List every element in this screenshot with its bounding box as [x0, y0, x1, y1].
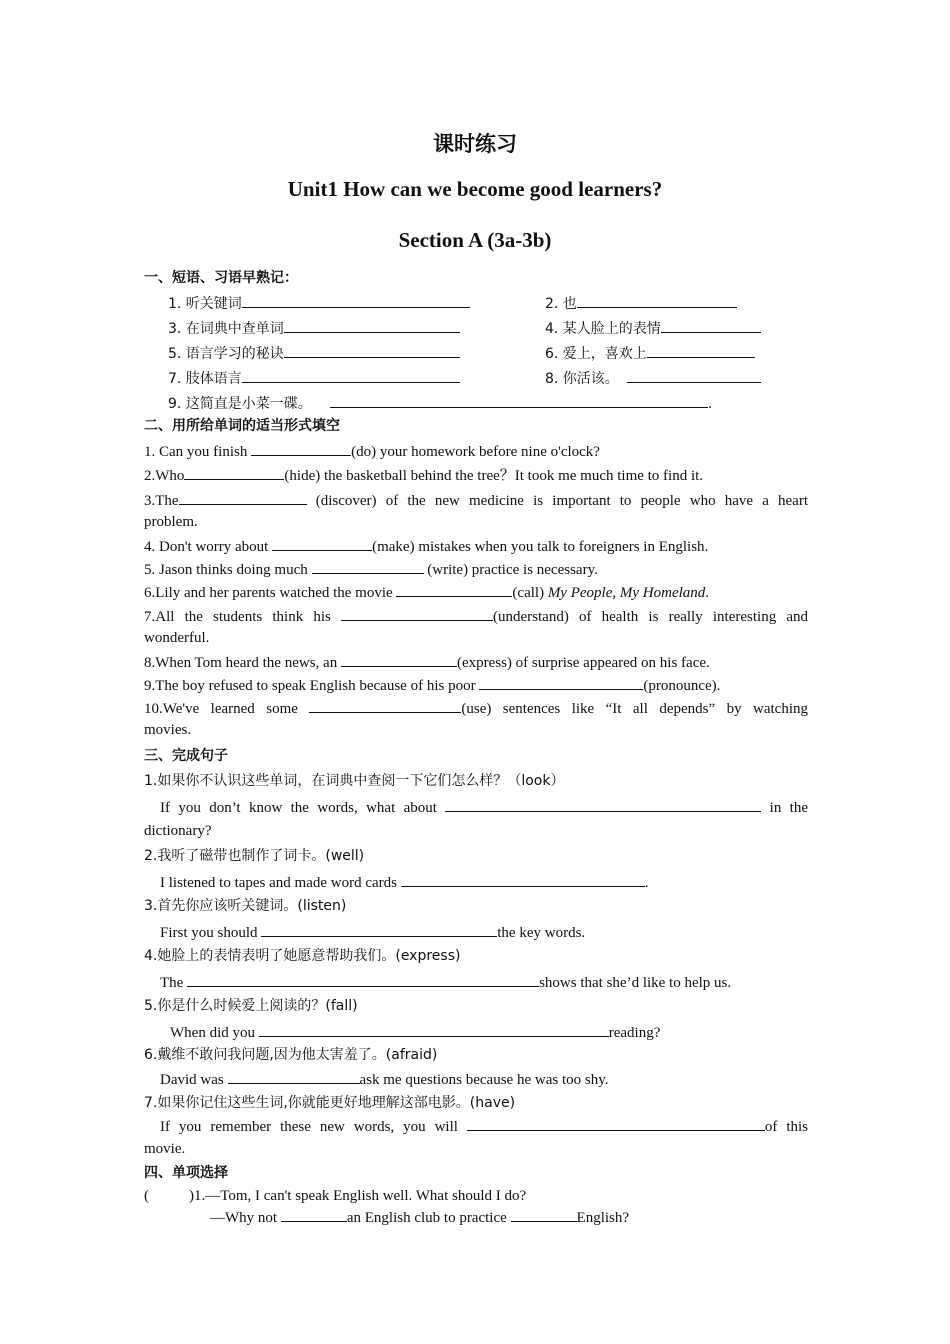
sentence-1-english: If you don’t know the words, what about in the — [160, 796, 808, 818]
answer-blank[interactable] — [467, 1115, 765, 1131]
fill-question-4: 4. Don't worry about (make) mistakes when you talk to foreigners in English. — [144, 535, 708, 557]
answer-blank[interactable] — [627, 367, 761, 383]
answer-blank[interactable] — [187, 971, 539, 987]
phrase-item: 2. 也 — [545, 292, 737, 314]
part2-heading: 二、用所给单词的适当形式填空 — [144, 418, 340, 434]
part4-heading: 四、单项选择 — [144, 1165, 228, 1181]
answer-blank[interactable] — [228, 1068, 360, 1084]
part1-heading: 一、短语、习语早熟记： — [144, 270, 298, 286]
answer-blank[interactable] — [341, 605, 493, 621]
sentence-3-english: First you should the key words. — [160, 921, 585, 943]
fill-question-2: 2.Who (hide) the basketball behind the tree？It took me much time to find it. — [144, 464, 703, 486]
section-title: Section A (3a-3b) — [398, 228, 552, 252]
answer-blank[interactable] — [184, 464, 284, 480]
choice-question-1: ( )1.—Tom, I can't speak English well. What should I do? — [144, 1188, 527, 1204]
sentence-7-cont: movie. — [144, 1141, 186, 1157]
answer-blank[interactable] — [479, 674, 643, 690]
fill-question-7-cont: wonderful. — [144, 630, 210, 646]
sentence-7-english: If you remember these new words, you will of this — [160, 1115, 808, 1137]
answer-blank[interactable] — [242, 292, 470, 308]
part3-heading: 三、完成句子 — [144, 748, 228, 764]
fill-question-5: 5. Jason thinks doing much (write) practice is necessary. — [144, 558, 598, 580]
fill-question-3-cont: problem. — [144, 514, 198, 530]
answer-blank[interactable] — [330, 392, 708, 408]
phrase-item: 1. 听关键词 — [168, 292, 470, 314]
fill-question-8: 8.When Tom heard the news, an (express) of surprise appeared on his face. — [144, 651, 710, 673]
fill-question-9: 9.The boy refused to speak English because of his poor (pronounce). — [144, 674, 720, 696]
phrase-item: 4. 某人脸上的表情 — [545, 317, 761, 339]
sentence-7-chinese: 7.如果你记住这些生词,你就能更好地理解这部电影。(have) — [144, 1095, 516, 1111]
answer-blank[interactable] — [445, 796, 761, 812]
answer-blank[interactable] — [309, 697, 461, 713]
answer-blank[interactable] — [661, 317, 761, 333]
answer-blank[interactable] — [261, 921, 497, 937]
answer-blank[interactable] — [312, 558, 424, 574]
answer-blank[interactable] — [341, 651, 457, 667]
sentence-2-english: I listened to tapes and made word cards . — [160, 871, 649, 893]
answer-blank[interactable] — [647, 342, 755, 358]
answer-blank[interactable] — [284, 342, 460, 358]
sentence-5-english: When did you reading? — [170, 1021, 660, 1043]
sentence-3-chinese: 3.首先你应该听关键词。(listen) — [144, 898, 347, 914]
answer-blank[interactable] — [272, 535, 372, 551]
sentence-1-cont: dictionary? — [144, 823, 212, 839]
answer-blank[interactable] — [242, 367, 460, 383]
phrase-item: 5. 语言学习的秘诀 — [168, 342, 460, 364]
answer-blank[interactable] — [259, 1021, 609, 1037]
answer-blank[interactable] — [577, 292, 737, 308]
sentence-6-english: David was ask me questions because he was too shy. — [160, 1068, 608, 1090]
fill-question-10-cont: movies. — [144, 722, 192, 738]
unit-title: Unit1 How can we become good learners? — [287, 177, 663, 201]
fill-question-7: 7.All the students think his (understand) of health is really interesting and — [144, 605, 808, 627]
worksheet-title: 课时练习 — [433, 132, 517, 156]
answer-blank[interactable] — [396, 581, 512, 597]
answer-blank[interactable] — [284, 317, 460, 333]
phrase-item: 6. 爱上，喜欢上 — [545, 342, 755, 364]
fill-question-10: 10.We've learned some (use) sentences like “It all depends” by watching — [144, 697, 808, 719]
answer-blank[interactable] — [251, 440, 351, 456]
sentence-2-chinese: 2.我听了磁带也制作了词卡。(well) — [144, 848, 365, 864]
fill-question-6: 6.Lily and her parents watched the movie (call) My People, My Homeland. — [144, 581, 709, 603]
fill-question-1: 1. Can you finish (do) your homework before nine o'clock? — [144, 440, 600, 462]
choice-question-1-line2: —Why not an English club to practice English? — [210, 1206, 629, 1228]
sentence-4-english: The shows that she’d like to help us. — [160, 971, 731, 993]
phrase-item: 8. 你活该。 — [545, 367, 761, 389]
phrase-item: 7. 肢体语言 — [168, 367, 460, 389]
sentence-1-chinese: 1.如果你不认识这些单词，在词典中查阅一下它们怎么样？（look） — [144, 773, 565, 789]
answer-blank[interactable] — [281, 1206, 347, 1222]
phrase-item: 3. 在词典中查单词 — [168, 317, 460, 339]
answer-blank[interactable] — [179, 489, 307, 505]
answer-blank[interactable] — [401, 871, 645, 887]
sentence-5-chinese: 5.你是什么时候爱上阅读的？(fall) — [144, 998, 358, 1014]
phrase-item: 9. 这简直是小菜一碟。 . — [168, 392, 712, 414]
sentence-6-chinese: 6.戴维不敢问我问题,因为他太害羞了。(afraid) — [144, 1047, 438, 1063]
answer-blank[interactable] — [511, 1206, 577, 1222]
sentence-4-chinese: 4.她脸上的表情表明了她愿意帮助我们。(express) — [144, 948, 461, 964]
fill-question-3: 3.The (discover) of the new medicine is important to people who have a heart — [144, 489, 808, 511]
